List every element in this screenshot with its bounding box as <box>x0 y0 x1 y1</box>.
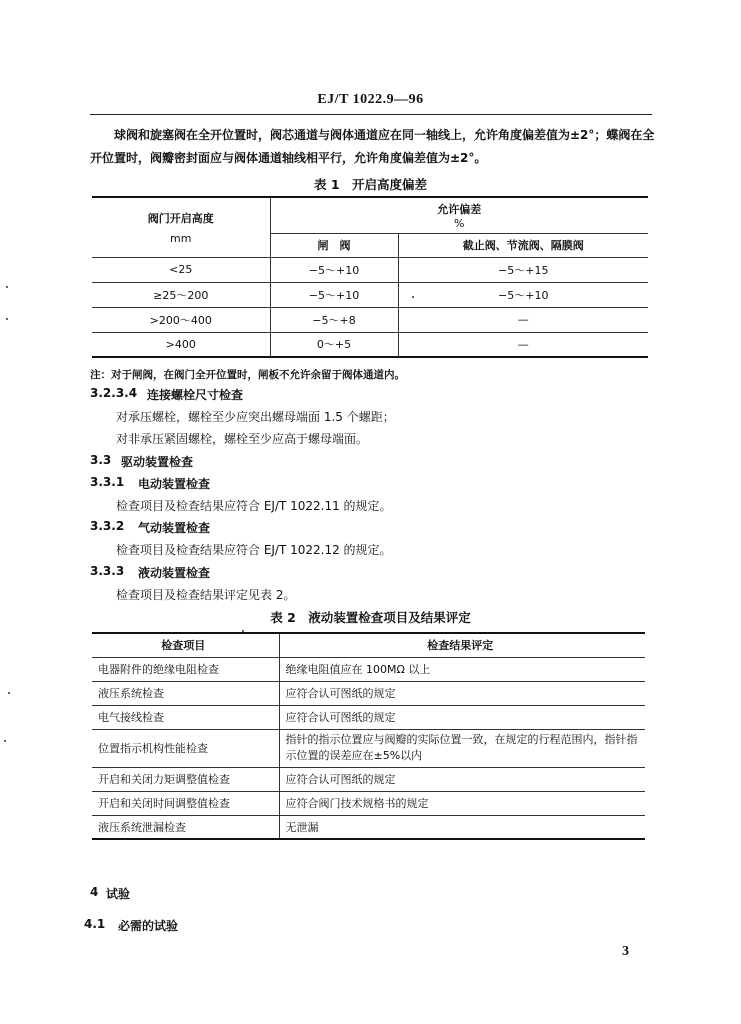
section-3-3-2-number: 3.3.2 <box>90 519 125 533</box>
section-4-title: 试验 <box>106 887 131 901</box>
table2-item-header: 检查项目 <box>92 633 279 657</box>
table2-item-cell: 电器附件的绝缘电阻检查 <box>92 657 279 681</box>
section-3-3-title: 驱动装置检查 <box>121 455 194 469</box>
table2-row <box>92 767 645 791</box>
table1-gate-header: 闸 阀 <box>270 233 398 257</box>
scan-speck <box>6 286 8 288</box>
table2-item-cell: 液压系统检查 <box>92 681 279 705</box>
section-3-2-3-4-title: 连接螺栓尺寸检查 <box>147 388 244 402</box>
table2-result-cell: 应符合认可图纸的规定 <box>279 767 645 791</box>
table1-gate-cell: −5～+8 <box>270 307 398 332</box>
table1-height-cell: ≥25～200 <box>92 282 270 307</box>
table1-note: 注：对于闸阀，在阀门全开位置时，闸板不允许余留于阀体通道内。 <box>90 369 405 381</box>
table1-height-header-cell <box>92 197 270 257</box>
table1-other-cell: — <box>398 332 648 357</box>
scan-speck <box>8 692 10 694</box>
table2-result-cell: 应符合阀门技术规格书的规定 <box>279 791 645 815</box>
table1-other-header: 截止阀、节流阀、隔膜阀 <box>398 233 648 257</box>
table1-deviation-header-cell <box>270 197 648 233</box>
table2-result-cell: 无泄漏 <box>279 815 645 839</box>
page-number: 3 <box>622 944 629 959</box>
table1-row <box>92 282 648 307</box>
table1-gate-cell: −5～+10 <box>270 282 398 307</box>
table2-item-cell: 开启和关闭时间调整值检查 <box>92 791 279 815</box>
scan-speck <box>6 318 8 320</box>
table1-height-cell: <25 <box>92 257 270 282</box>
table2-row <box>92 705 645 729</box>
scan-speck <box>4 740 6 742</box>
section-3-3-2-text: 检查项目及检查结果应符合 EJ/T 1022.12 的规定。 <box>116 543 392 557</box>
scan-speck <box>242 630 244 632</box>
section-3-2-3-4-line1: 对承压螺栓，螺栓至少应突出螺母端面 1.5 个螺距； <box>116 410 395 424</box>
table1-height-cell: >400 <box>92 332 270 357</box>
table2-result-cell: 应符合认可图纸的规定 <box>279 681 645 705</box>
table1-deviation-label: 允许偏差 <box>437 202 482 216</box>
scan-speck <box>412 296 414 298</box>
section-4-number: 4 <box>90 885 99 899</box>
table1-other-cell: — <box>398 307 648 332</box>
table2-row <box>92 791 645 815</box>
table2-result-cell: 应符合认可图纸的规定 <box>279 705 645 729</box>
header-rule <box>90 114 652 115</box>
table2-item-cell: 位置指示机构性能检查 <box>92 729 279 767</box>
table2-item-cell: 液压系统泄漏检查 <box>92 815 279 839</box>
table2-item-cell: 开启和关闭力矩调整值检查 <box>92 767 279 791</box>
table2-row <box>92 815 645 839</box>
standard-number-header: EJ/T 1022.9—96 <box>317 92 424 107</box>
section-3-3-3-text: 检查项目及检查结果评定见表 2。 <box>116 588 296 602</box>
table2-hydraulic-inspection <box>92 632 645 840</box>
section-4-1-title: 必需的试验 <box>118 919 179 933</box>
table2-row <box>92 657 645 681</box>
section-3-3-1-title: 电动装置检查 <box>138 477 211 491</box>
table2-result-cell: 指针的指示位置应与阀瓣的实际位置一致，在规定的行程范围内，指针指示位置的误差应在±5%以内 <box>279 729 645 767</box>
section-3-3-1-number: 3.3.1 <box>90 475 125 489</box>
table1-row <box>92 257 648 282</box>
table1-row <box>92 307 648 332</box>
section-3-3-number: 3.3 <box>90 453 112 467</box>
table2-row <box>92 681 645 705</box>
table1-row <box>92 332 648 357</box>
table1-opening-height-deviation <box>92 196 648 358</box>
table1-height-unit: mm <box>170 231 192 245</box>
table2-result-cell: 绝缘电阻值应在 100MΩ 以上 <box>279 657 645 681</box>
table1-other-cell: −5～+15 <box>398 257 648 282</box>
table1-height-cell: >200～400 <box>92 307 270 332</box>
intro-paragraph: 球阀和旋塞阀在全开位置时，阀芯通道与阀体通道应在同一轴线上，允许角度偏差值为±2°；蝶阀在全开位置时，阀瓣密封面应与阀体通道轴线相平行，允许角度偏差值为±2°。 <box>90 128 655 165</box>
table2-result-header: 检查结果评定 <box>279 633 645 657</box>
section-3-2-3-4-line2: 对非承压紧固螺栓，螺栓至少应高于螺母端面。 <box>116 432 369 446</box>
table1-deviation-unit: % <box>454 216 465 230</box>
table1-gate-cell: 0～+5 <box>270 332 398 357</box>
section-3-3-1-text: 检查项目及检查结果应符合 EJ/T 1022.11 的规定。 <box>116 499 392 513</box>
table1-other-cell: −5～+10 <box>398 282 648 307</box>
section-3-3-3-title: 液动装置检查 <box>138 566 211 580</box>
section-3-3-2-title: 气动装置检查 <box>138 521 211 535</box>
section-4-1-number: 4.1 <box>84 917 106 931</box>
table1-caption: 表 1 开启高度偏差 <box>313 177 428 192</box>
table1-gate-cell: −5～+10 <box>270 257 398 282</box>
table2-caption: 表 2 液动装置检查项目及结果评定 <box>270 610 471 625</box>
section-3-2-3-4-number: 3.2.3.4 <box>90 386 138 400</box>
section-3-3-3-number: 3.3.3 <box>90 564 125 578</box>
table2-row <box>92 729 645 767</box>
table1-height-label: 阀门开启高度 <box>147 211 214 225</box>
table2-item-cell: 电气接线检查 <box>92 705 279 729</box>
